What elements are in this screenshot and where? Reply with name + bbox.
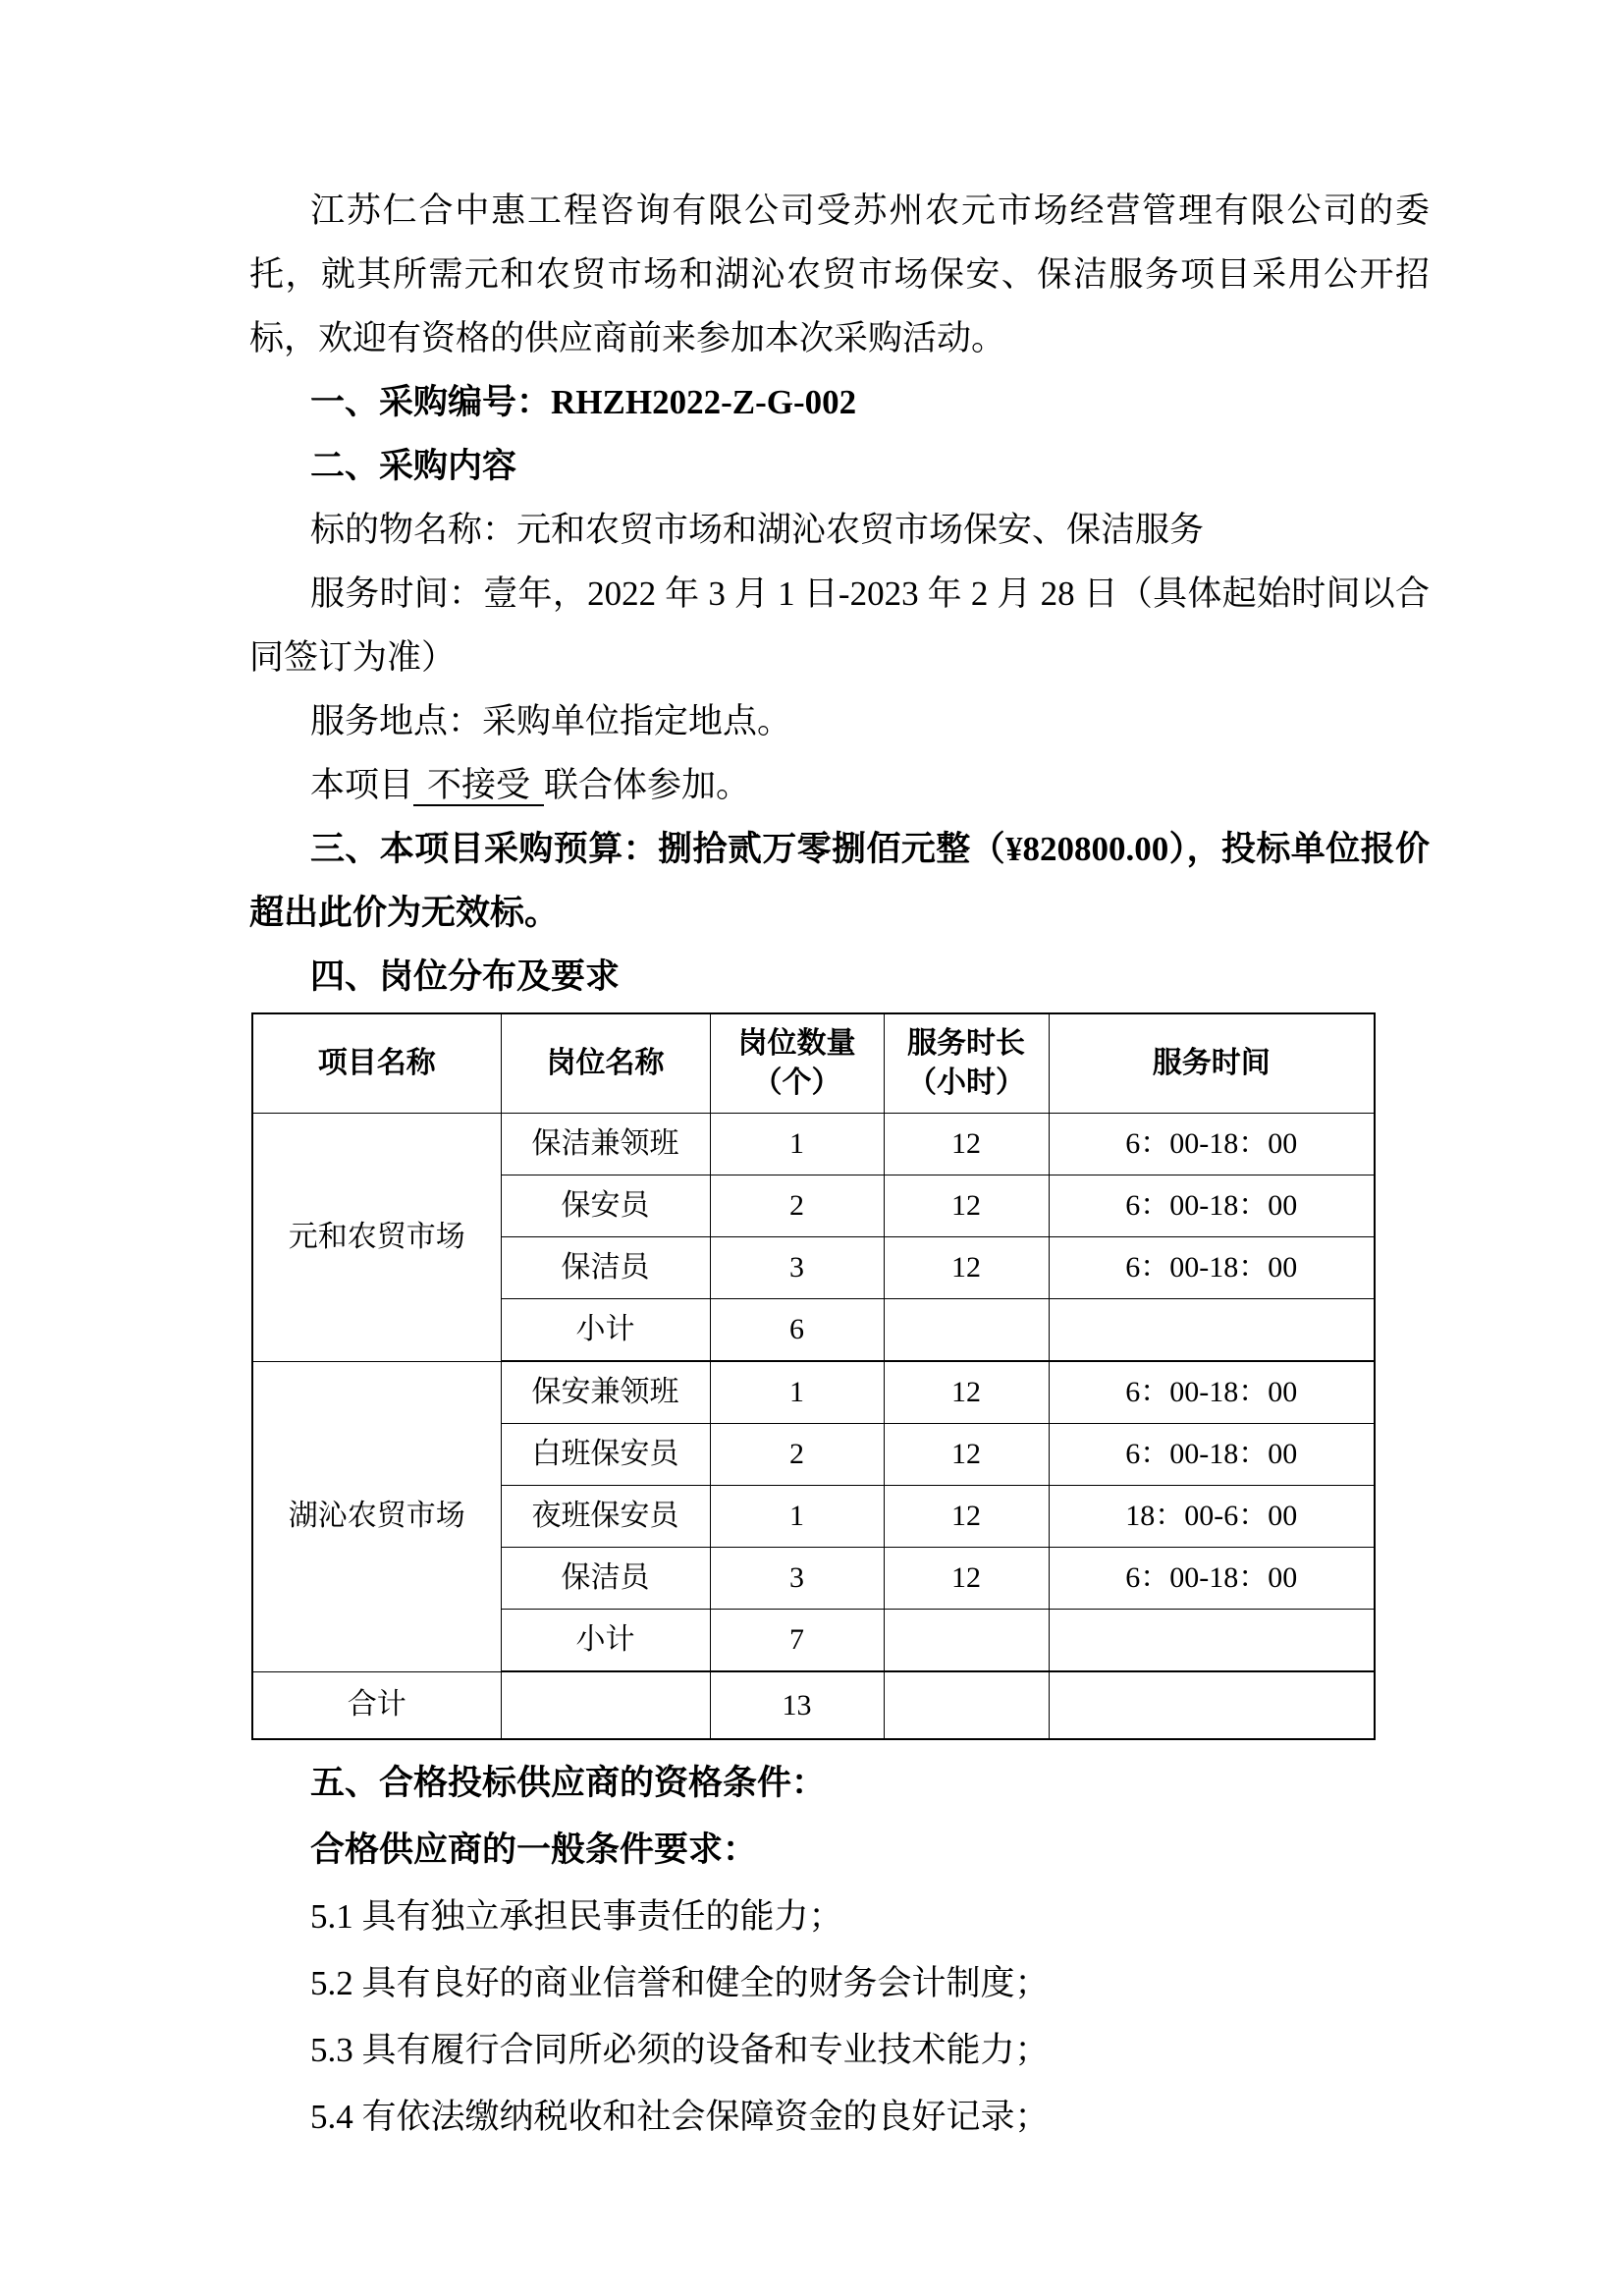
condition-item-5-2: 5.2 具有良好的商业信誉和健全的财务会计制度； bbox=[310, 1964, 1050, 2002]
table-row-total bbox=[252, 1671, 1375, 1739]
count-cell: 2 bbox=[710, 1175, 884, 1237]
service-place-paragraph: 服务地点：采购单位指定地点。 bbox=[310, 702, 792, 740]
count-cell: 7 bbox=[710, 1610, 884, 1672]
hours-cell: 12 bbox=[884, 1361, 1049, 1424]
subject-paragraph: 标的物名称：元和农贸市场和湖沁农贸市场保安、保洁服务 bbox=[310, 511, 1205, 549]
section-2-heading: 二、采购内容 bbox=[310, 447, 517, 485]
count-cell: 1 bbox=[710, 1361, 884, 1424]
total-post-cell bbox=[501, 1671, 710, 1739]
time-cell: 6：00-18：00 bbox=[1049, 1548, 1375, 1610]
section-1-label: 一、采购编号： bbox=[310, 383, 552, 421]
time-cell: 18：00-6：00 bbox=[1049, 1486, 1375, 1548]
project-cell-huqin: 湖沁农贸市场 bbox=[252, 1361, 501, 1671]
condition-item-5-3: 5.3 具有履行合同所必须的设备和专业技术能力； bbox=[310, 2031, 1050, 2069]
post-cell: 夜班保安员 bbox=[501, 1486, 710, 1548]
post-cell: 保洁兼领班 bbox=[501, 1114, 710, 1175]
hours-cell: 12 bbox=[884, 1114, 1049, 1175]
hours-cell bbox=[884, 1610, 1049, 1672]
hours-cell: 12 bbox=[884, 1548, 1049, 1610]
procurement-number: RHZH2022-Z-G-002 bbox=[551, 383, 857, 421]
section-1-heading bbox=[249, 370, 1430, 434]
time-cell: 6：00-18：00 bbox=[1049, 1175, 1375, 1237]
table-row bbox=[252, 1114, 1375, 1175]
total-hours-cell bbox=[884, 1671, 1049, 1739]
time-cell: 6：00-18：00 bbox=[1049, 1114, 1375, 1175]
section-4-heading: 四、岗位分布及要求 bbox=[310, 957, 621, 996]
hours-cell: 12 bbox=[884, 1237, 1049, 1299]
header-post-count: 岗位数量 （个） bbox=[710, 1013, 884, 1114]
header-service-hours: 服务时长 （小时） bbox=[884, 1013, 1049, 1114]
post-cell: 保安兼领班 bbox=[501, 1361, 710, 1424]
position-distribution-table bbox=[251, 1012, 1376, 1740]
general-conditions-heading: 合格供应商的一般条件要求： bbox=[310, 1831, 758, 1869]
condition-item-5-1: 5.1 具有独立承担民事责任的能力； bbox=[310, 1897, 843, 1936]
total-count-cell: 13 bbox=[710, 1671, 884, 1739]
joint-bid-underlined-value: 不接受 bbox=[413, 766, 544, 806]
time-cell bbox=[1049, 1299, 1375, 1362]
post-cell: 小计 bbox=[501, 1610, 710, 1672]
table-row bbox=[252, 1361, 1375, 1424]
total-time-cell bbox=[1049, 1671, 1375, 1739]
table-header-row bbox=[252, 1013, 1375, 1114]
post-cell: 白班保安员 bbox=[501, 1424, 710, 1486]
count-cell: 3 bbox=[710, 1548, 884, 1610]
joint-bid-suffix: 联合体参加。 bbox=[544, 766, 751, 804]
total-label-cell: 合计 bbox=[252, 1671, 501, 1739]
header-service-time: 服务时间 bbox=[1049, 1013, 1375, 1114]
header-post-name: 岗位名称 bbox=[501, 1013, 710, 1114]
hours-cell: 12 bbox=[884, 1175, 1049, 1237]
intro-paragraph: 江苏仁合中惠工程咨询有限公司受苏州农元市场经营管理有限公司的委托，就其所需元和农贸市场和湖沁农贸市场保安、保洁服务项目采用公开招标，欢迎有资格的供应商前来参加本次采购活动。 bbox=[249, 191, 1430, 357]
count-cell: 3 bbox=[710, 1237, 884, 1299]
section-3-heading: 三、本项目采购预算：捌拾贰万零捌佰元整（¥820800.00），投标单位报价超出此价为无效标。 bbox=[249, 830, 1430, 932]
time-cell bbox=[1049, 1610, 1375, 1672]
joint-bid-prefix: 本项目 bbox=[310, 766, 414, 804]
condition-item-5-4: 5.4 有依法缴纳税收和社会保障资金的良好记录； bbox=[310, 2098, 1050, 2136]
post-cell: 小计 bbox=[501, 1299, 710, 1362]
hours-cell: 12 bbox=[884, 1424, 1049, 1486]
joint-bid-paragraph bbox=[249, 753, 1430, 817]
count-cell: 2 bbox=[710, 1424, 884, 1486]
section-5-heading: 五、合格投标供应商的资格条件： bbox=[310, 1764, 827, 1802]
time-cell: 6：00-18：00 bbox=[1049, 1361, 1375, 1424]
post-cell: 保安员 bbox=[501, 1175, 710, 1237]
count-cell: 6 bbox=[710, 1299, 884, 1362]
count-cell: 1 bbox=[710, 1114, 884, 1175]
time-cell: 6：00-18：00 bbox=[1049, 1237, 1375, 1299]
hours-cell: 12 bbox=[884, 1486, 1049, 1548]
header-project-name: 项目名称 bbox=[252, 1013, 501, 1114]
count-cell: 1 bbox=[710, 1486, 884, 1548]
service-time-paragraph: 服务时间：壹年，2022 年 3 月 1 日-2023 年 2 月 28 日（具体起始时间以合同签订为准） bbox=[249, 574, 1430, 677]
document-content bbox=[249, 179, 1430, 2151]
time-cell: 6：00-18：00 bbox=[1049, 1424, 1375, 1486]
post-cell: 保洁员 bbox=[501, 1548, 710, 1610]
project-cell-yuanhe: 元和农贸市场 bbox=[252, 1114, 501, 1362]
hours-cell bbox=[884, 1299, 1049, 1362]
post-cell: 保洁员 bbox=[501, 1237, 710, 1299]
